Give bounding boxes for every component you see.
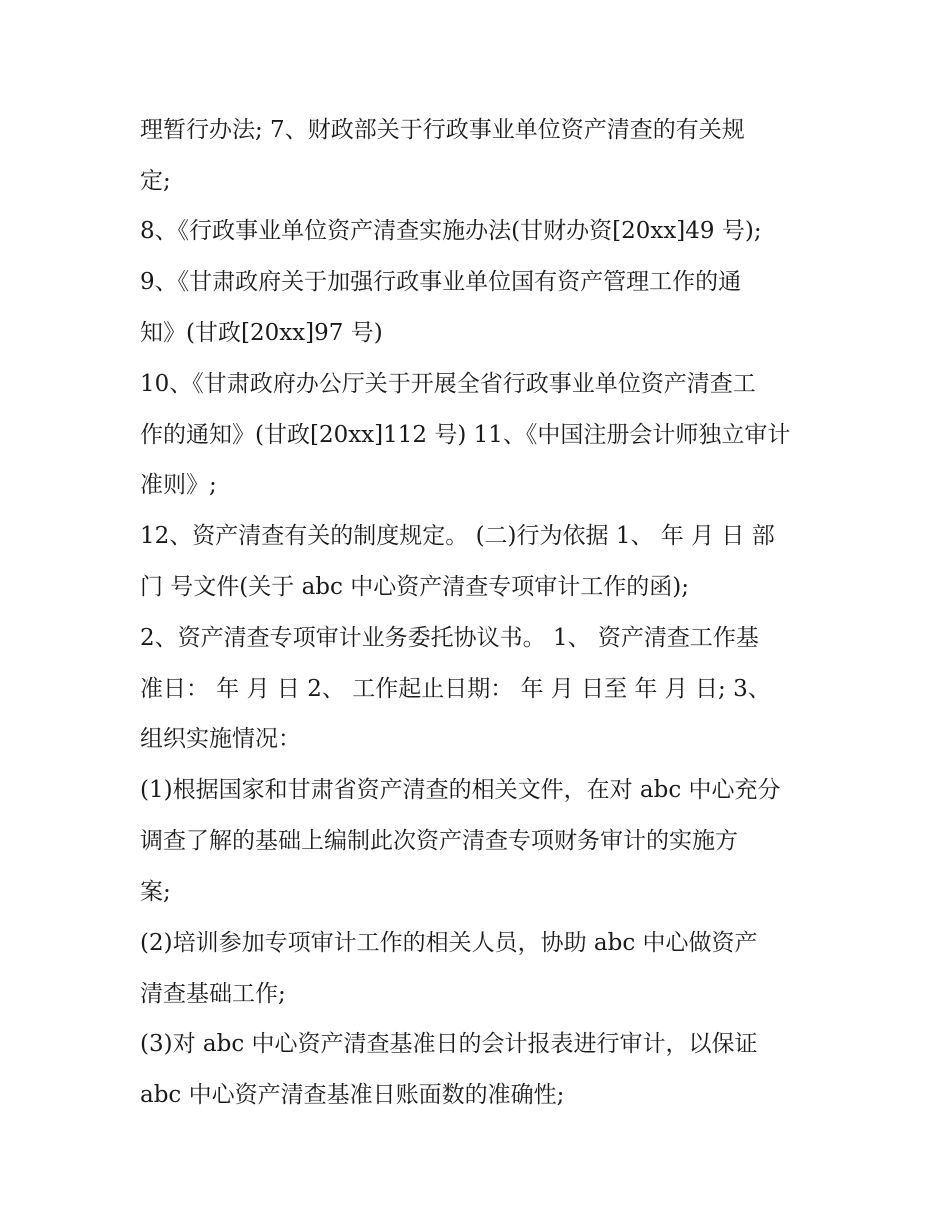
text-line-14: (1)根据国家和甘肃省资产清查的相关文件，在对 abc 中心充分 [140,777,781,803]
text-line-6: 10、《甘肃政府办公厅关于开展全省行政事业单位资产清查工 [140,371,756,397]
text-line-8: 准则》; [140,472,217,498]
text-line-2: 定; [140,168,171,194]
text-line-3: 8、《行政事业单位资产清查实施办法(甘财办资[20xx]49 号); [140,218,762,244]
text-line-11: 2、资产清查专项审计业务委托协议书。 1、 资产清查工作基 [140,625,759,651]
text-line-7: 作的通知》(甘政[20xx]112 号) 11、《中国注册会计师独立审计 [140,422,791,448]
text-line-9: 12、资产清查有关的制度规定。 (二)行为依据 1、 年 月 日 部 [140,523,775,549]
text-line-16: 案; [140,879,171,905]
text-line-12: 准日： 年 月 日 2、 工作起止日期： 年 月 日至 年 月 日; 3、 [140,676,771,702]
text-line-18: 清查基础工作; [140,981,286,1007]
text-line-1: 理暂行办法; 7、财政部关于行政事业单位资产清查的有关规 [140,117,745,143]
text-line-17: (2)培训参加专项审计工作的相关人员，协助 abc 中心做资产 [140,930,758,956]
text-line-20: abc 中心资产清查基准日账面数的准确性; [140,1082,565,1108]
text-line-19: (3)对 abc 中心资产清查基准日的会计报表进行审计，以保证 [140,1031,758,1057]
text-line-15: 调查了解的基础上编制此次资产清查专项财务审计的实施方 [140,828,738,854]
text-line-10: 门 号文件(关于 abc 中心资产清查专项审计工作的函); [140,574,689,600]
text-line-4: 9、《甘肃政府关于加强行政事业单位国有资产管理工作的通 [140,269,742,295]
text-line-5: 知》(甘政[20xx]97 号) [140,320,383,346]
text-line-13: 组织实施情况： [140,726,301,752]
